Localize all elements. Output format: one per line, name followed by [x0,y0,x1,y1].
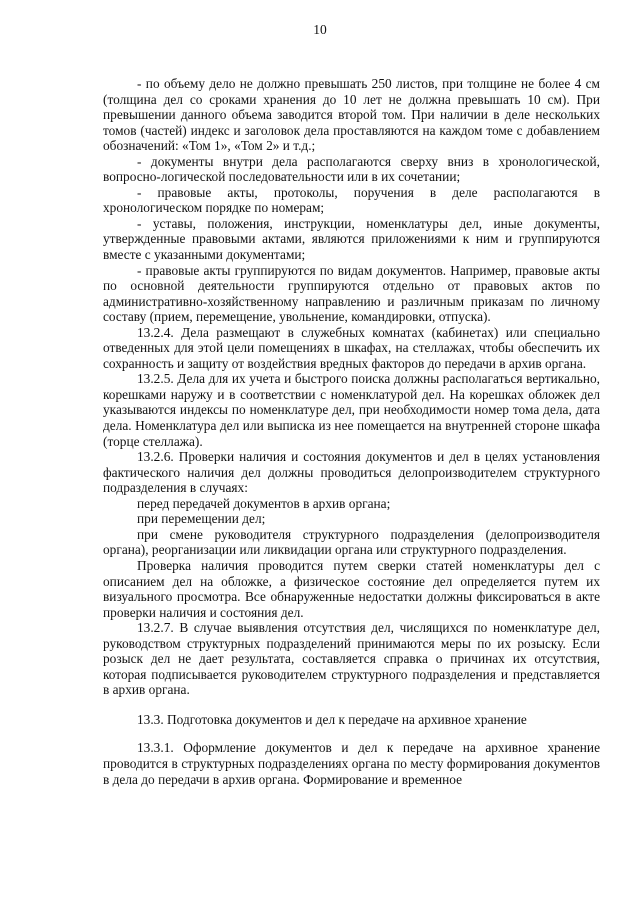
paragraph-legal-acts-grouping: - правовые акты группируются по видам документов. Например, правовые акты по основной деятельности группируются отдельно от правовых актов по административно-хозяйственному направлению и различным приказам по личному составу (прием, перемещение, увольнение, командировки, отпуска). [103,262,600,325]
list-item-before-transfer: перед передачей документов в архив органа; [137,495,391,511]
list-item-head-change: при смене руководителя структурного подразделения (делопроизводителя органа), реорганизации или ликвидации органа или структурного подразделения. [103,526,600,558]
document-body [103,76,600,787]
paragraph-13-2-5: 13.2.5. Дела для их учета и быстрого поиска должны располагаться вертикально, корешками наружу и в соответствии с номенклатурой дел. На корешках обложек дел указываются индексы по номенклатуре дел, при необходимости номер тома дела, дата дела. Номенклатура дел или выписка из нее помещается на внутренней стороне шкафа (торце стеллажа). [103,371,600,449]
paragraph-13-3-1: 13.3.1. Оформление документов и дел к передаче на архивное хранение проводится в структурных подразделениях органа по месту формирования документов в дела до передачи в архив органа. Формирование и временное [103,740,600,787]
paragraph-13-2-7: 13.2.7. В случае выявления отсутствия дел, числящихся по номенклатуре дел, руководством структурных подразделений принимаются меры по их розыску. Если розыск дел не дает результата, составляется справка о причинах их отсутствия, которая подписывается руководителем структурного подразделения и представляется в архив органа. [103,620,600,698]
page-number: 10 [313,22,327,37]
list-item-relocation: при перемещении дел; [137,511,266,527]
paragraph-charters-grouping: - уставы, положения, инструкции, номенклатуры дел, иные документы, утвержденные правовыми актами, являются приложениями к ним и группируются вместе с указанными документами; [103,215,600,263]
paragraph-legal-acts-order: - правовые акты, протоколы, поручения в деле располагаются в хронологическом порядке по номерам; [103,184,600,216]
paragraph-13-2-4: 13.2.4. Дела размещают в служебных комнатах (кабинетах) или специально отведенных для этой цели помещениях в шкафах, на стеллажах, чтобы обеспечить их сохранность и защиту от воздействия вредных факторов до передачи в архив органа. [103,324,600,371]
paragraph-13-2-6: 13.2.6. Проверки наличия и состояния документов и дел в целях установления фактического наличия дел должны проводиться делопроизводителем структурного подразделения в случаях: [103,449,600,496]
paragraph-document-order: - документы внутри дела располагаются сверху вниз в хронологической, вопросно-логической последовательности или в их сочетании; [103,153,600,185]
section-heading-13-3: 13.3. Подготовка документов и дел к передаче на архивное хранение [137,711,527,727]
paragraph-volume-limit: - по объему дело не должно превышать 250 листов, при толщине не более 4 см (толщина дел со сроками хранения до 10 лет не должна превышать 10 см). При превышении данного объема заводится второй том. При наличии в деле нескольких томов (частей) индекс и заголовок дела проставляются на каждом томе с добавлением обозначений: «Том 1», «Том 2» и т.д.; [103,76,600,154]
paragraph-check-procedure: Проверка наличия проводится путем сверки статей номенклатуры дел с описанием дел на обложке, а физическое состояние дел определяется путем их визуального просмотра. Все обнаруженные недостатки должны фиксироваться в акте проверки наличия и состояния дел. [103,557,600,620]
